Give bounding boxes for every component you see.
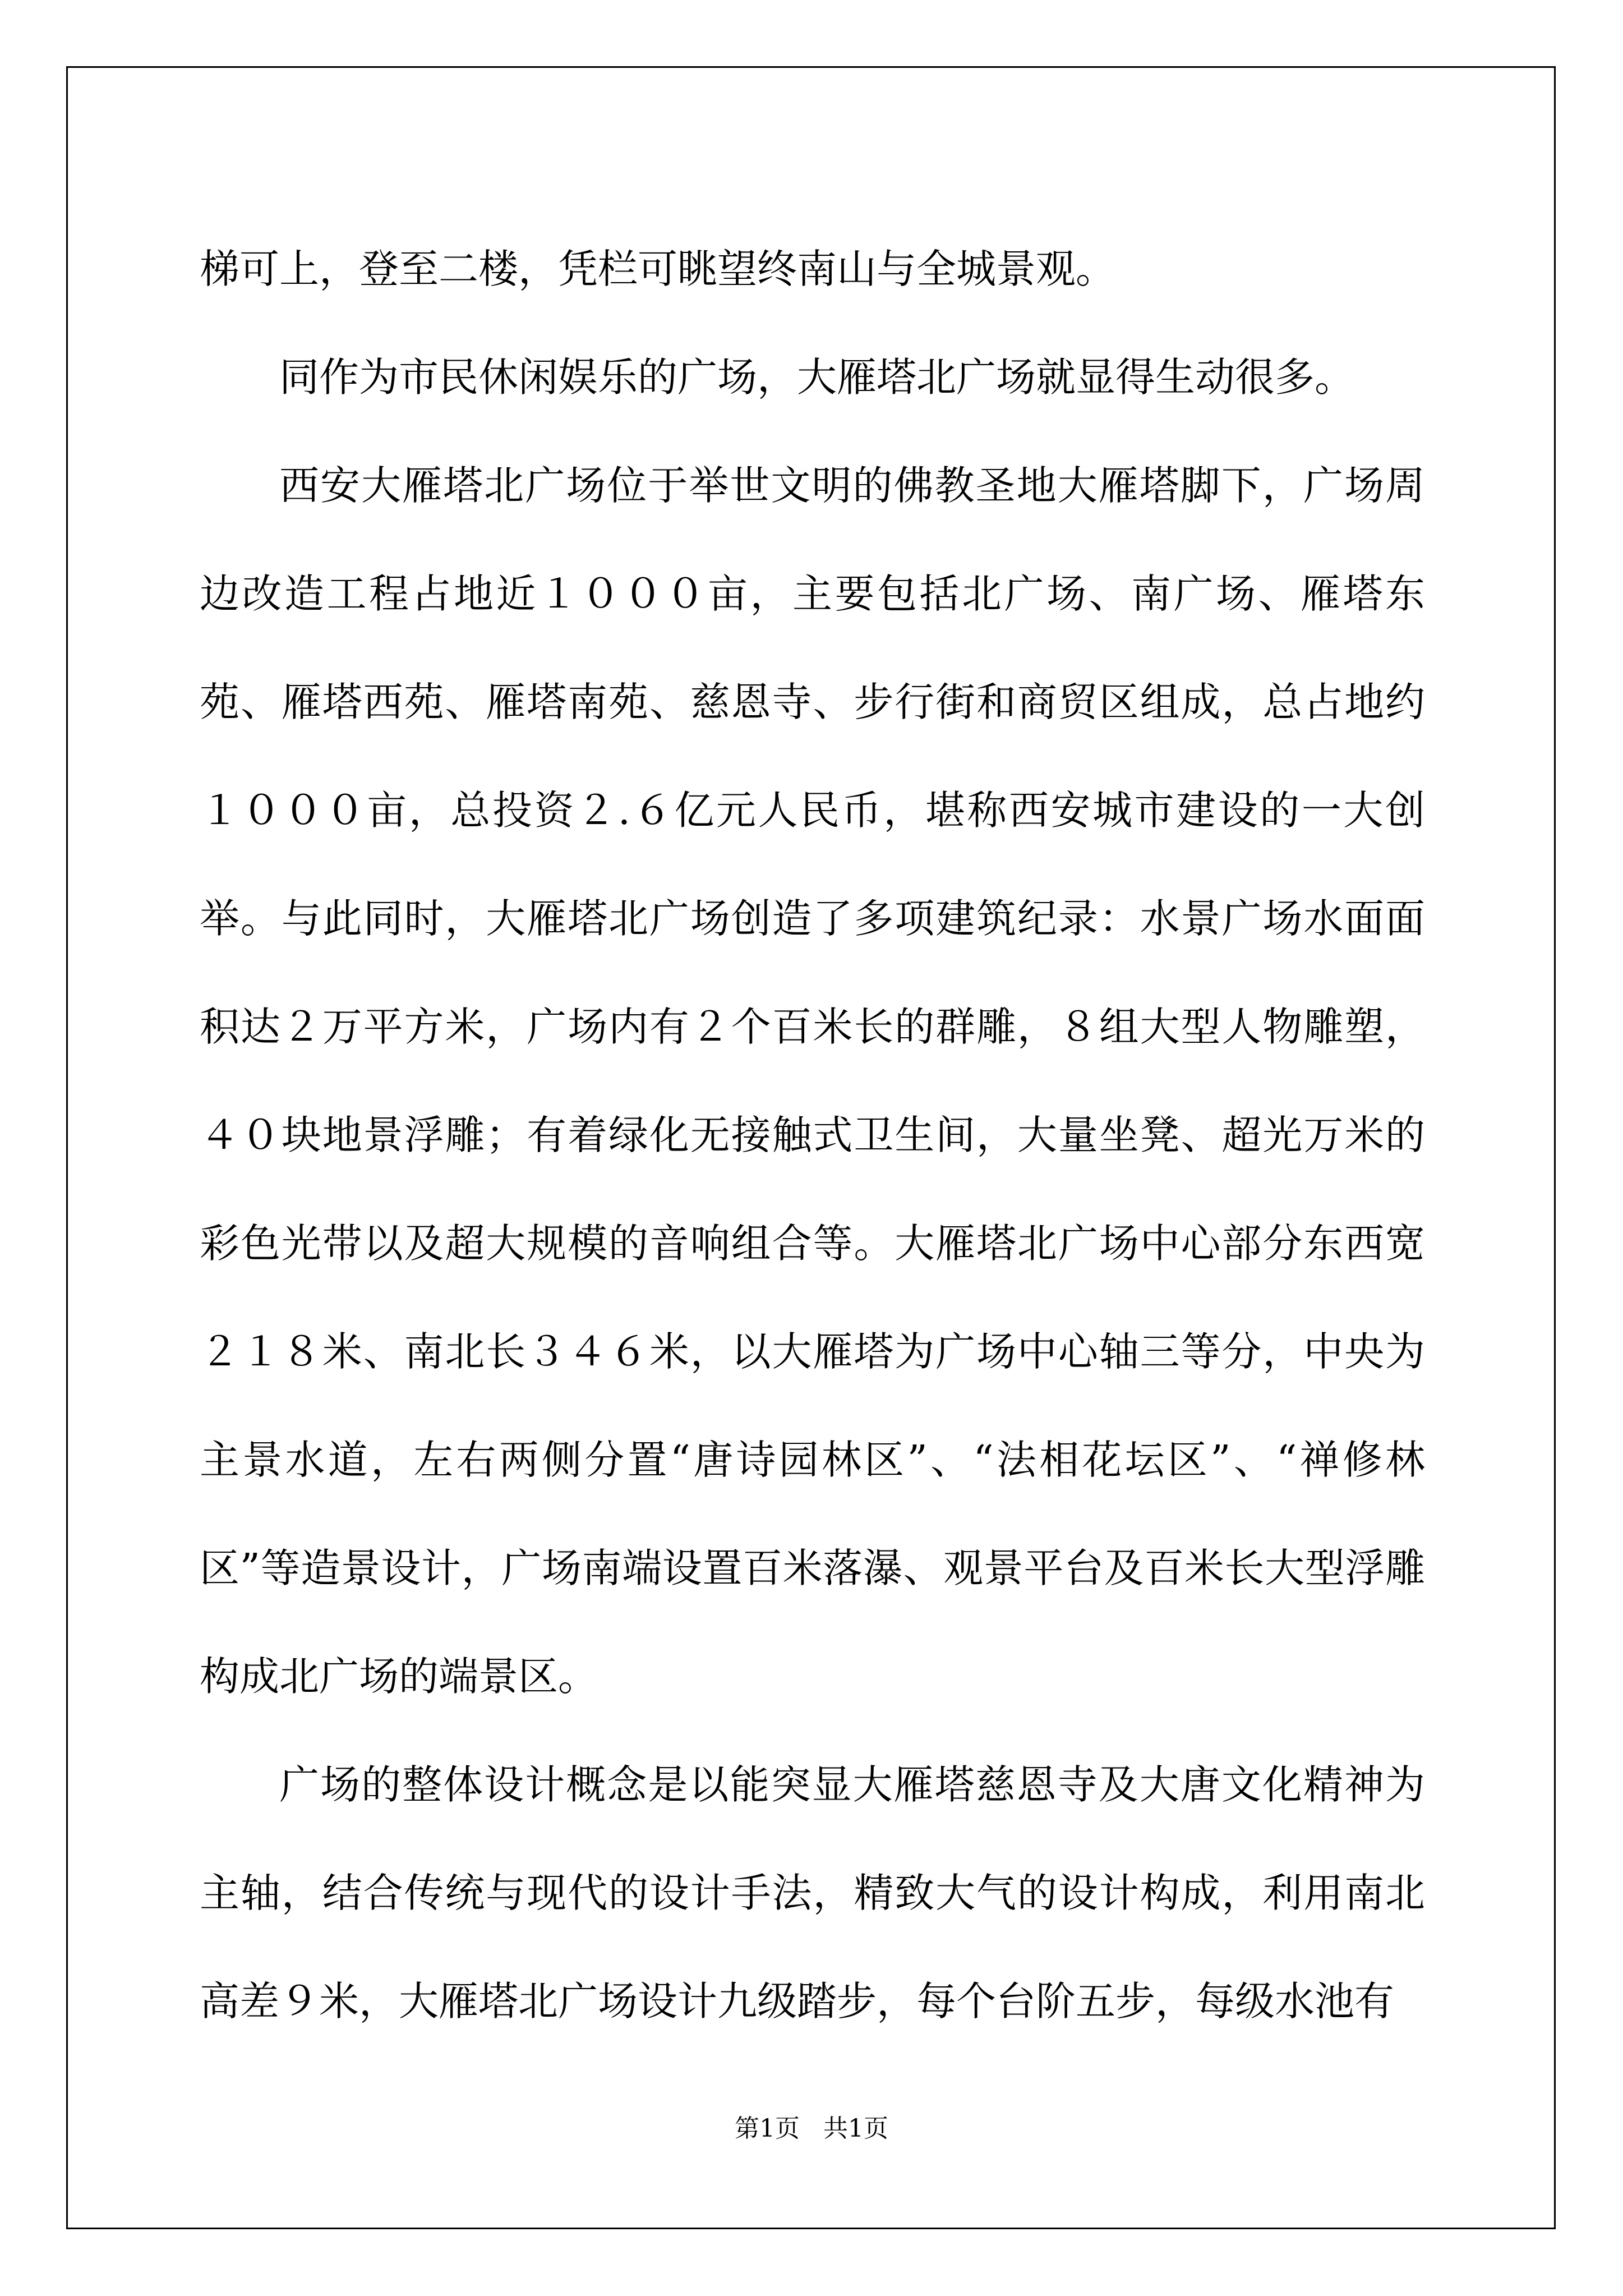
page-footer [0,2108,1623,2144]
paragraph-3: 西安大雁塔北广场位于举世文明的佛教圣地大雁塔脚下，广场周边改造工程占地近１０００亩，主要包括北广场、南广场、雁塔东苑、雁塔西苑、雁塔南苑、慈恩寺、步行街和商贸区组成，总占地约１０００亩，总投资２.６亿元人民币，堪称西安城市建设的一大创举。与此同时，大雁塔北广场创造了多项建筑纪录：水景广场水面面积达２万平方米，广场内有２个百米长的群雕，８组大型人物雕塑，４０块地景浮雕；有着绿化无接触式卫生间，大量坐凳、超光万米的彩色光带以及超大规模的音响组合等。大雁塔北广场中心部分东西宽２１８米、南北长３４６米，以大雁塔为广场中心轴三等分，中央为主景水道，左右两侧分置“唐诗园林区”、“法相花坛区”、“禅修林区”等造景设计，广场南端设置百米落瀑、观景平台及百米长大型浮雕构成北广场的端景区。 [200,462,1425,1700]
paragraph-2: 同作为市民休闲娱乐的广场，大雁塔北广场就显得生动很多。 [279,354,1355,401]
paragraph-4: 广场的整体设计概念是以能突显大雁塔慈恩寺及大唐文化精神为主轴，结合传统与现代的设计手法，精致大气的设计构成，利用南北高差９米，大雁塔北广场设计九级踏步，每个台阶五步，每级水池有 [200,1761,1425,2024]
document-body [200,215,1425,2055]
page-number: 第1页 共1页 [735,2114,888,2143]
paragraph-1: 梯可上，登至二楼，凭栏可眺望终南山与全城景观。 [200,246,1116,292]
